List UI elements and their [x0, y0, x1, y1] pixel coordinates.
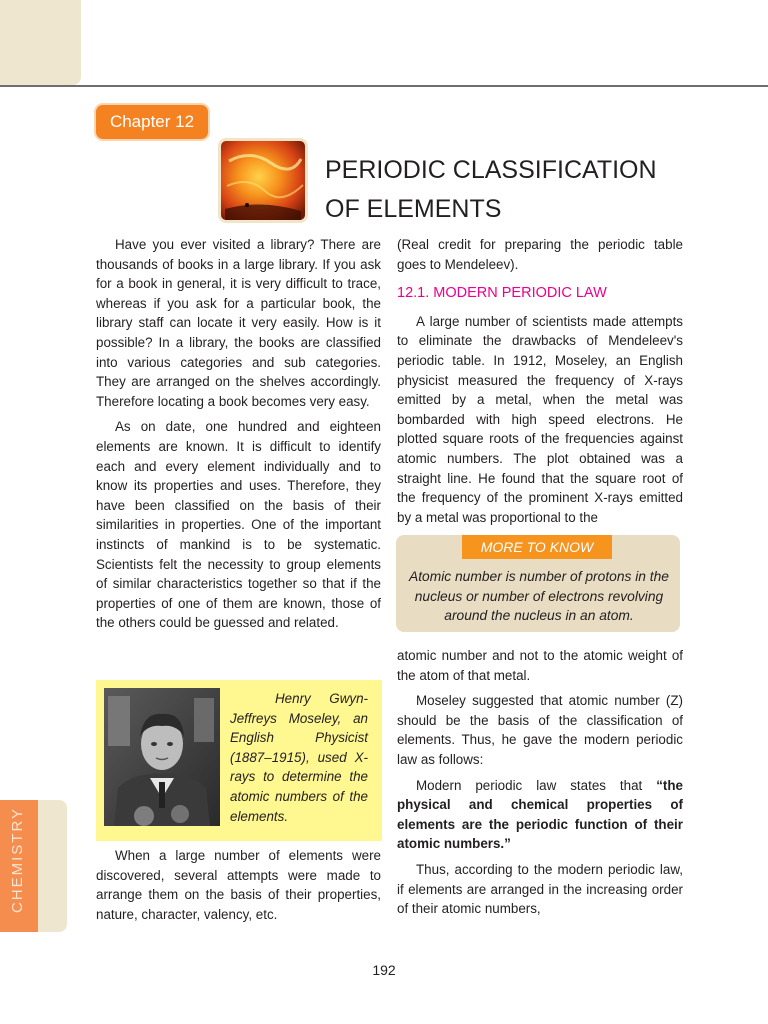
paragraph-attempts: When a large number of elements were discovered, several attempts were made to arrange them on the basis of their properties, nature, character, valency, etc. — [96, 848, 381, 922]
law-statement-bold: “the physical and chemical properties of elements are the periodic function of their atomic numbers.” — [397, 777, 683, 852]
left-column-continued — [96, 846, 381, 930]
paragraph-atomic-number: atomic number and not to the atomic weight of the atom of that metal. — [397, 648, 683, 683]
top-corner-tab — [0, 0, 81, 85]
section-heading-modern-periodic-law: 12.1. MODERN PERIODIC LAW — [397, 285, 607, 302]
right-column — [397, 235, 683, 533]
paragraph-elements: As on date, one hundred and eighteen elements are known. It is difficult to identify each and every element individually and to know its properties and uses. Therefore, they have been classified on the basis of their similarities in properties. One of the important instincts of mankind is to be systematic. Scientists felt the necessity to group elements of similar characteristics together so that if the properties of one of them are known, those of the others could be guessed and related. — [96, 419, 381, 631]
paragraph-arrangement: Thus, according to the modern periodic law, if elements are arranged in the increasing order of their atomic numbers, — [397, 861, 683, 917]
chapter-label: Chapter 12 — [109, 112, 195, 131]
scientist-box — [96, 680, 382, 841]
more-to-know-label: MORE TO KNOW — [462, 535, 612, 559]
paragraph-moseley-suggestion: Moseley suggested that atomic number (Z) should be the basis of the classification of elements. Thus, he gave the modern periodic law as follows: — [397, 693, 683, 767]
moseley-portrait-image — [104, 688, 220, 826]
paragraph-library: Have you ever visited a library? There are thousands of books in a large library. If you ask for a book in general, it is very difficult to trace, whereas if you ask for a particular book, the library staff can locate it very easily. How is it possible? In a library, the books are classified into various categories and sub categories. They are arranged on the shelves accordingly. Therefore locating a book becomes very easy. — [96, 237, 381, 409]
side-tab-edge — [38, 800, 67, 932]
chapter-title — [325, 151, 657, 229]
scientist-caption: Henry Gwyn-Jeffreys Moseley, an English Physicist (1887–1915), used X-rays to determine the atomic numbers of the elements. — [230, 691, 368, 824]
header-rule — [0, 85, 768, 87]
chapter-illustration — [218, 138, 308, 223]
chapter-title-line2: OF ELEMENTS — [325, 195, 502, 223]
lava-image-icon — [221, 141, 305, 220]
paragraph-moseley-experiment: A large number of scientists made attempts to eliminate the drawbacks of Mendeleev's periodic table. In 1912, Moseley, an English physicist measured the frequency of X-rays emitted by a metal, when the metal was bombarded with high speed electrons. He plotted square roots of the frequencies against atomic numbers. The plot obtained was a straight line. He found that the square root of the frequency of the prominent X-rays emitted by a metal was proportional to the — [397, 313, 683, 525]
chapter-title-line1: PERIODIC CLASSIFICATION — [325, 156, 657, 184]
left-column — [96, 235, 381, 639]
more-to-know-box — [396, 535, 680, 632]
subject-label: CHEMISTRY — [9, 806, 26, 914]
page-number: 192 — [372, 962, 396, 978]
chapter-badge — [96, 105, 208, 139]
more-to-know-text: Atomic number is number of protons in the nucleus or number of electrons revolving around the nucleus in an atom. — [409, 569, 669, 624]
law-intro-text: Modern periodic law states that — [416, 777, 657, 793]
paragraph-mendeleev-credit: (Real credit for preparing the periodic table goes to Mendeleev). — [397, 237, 683, 272]
right-column-continued — [397, 646, 683, 925]
paragraph-periodic-law-statement — [397, 776, 683, 854]
